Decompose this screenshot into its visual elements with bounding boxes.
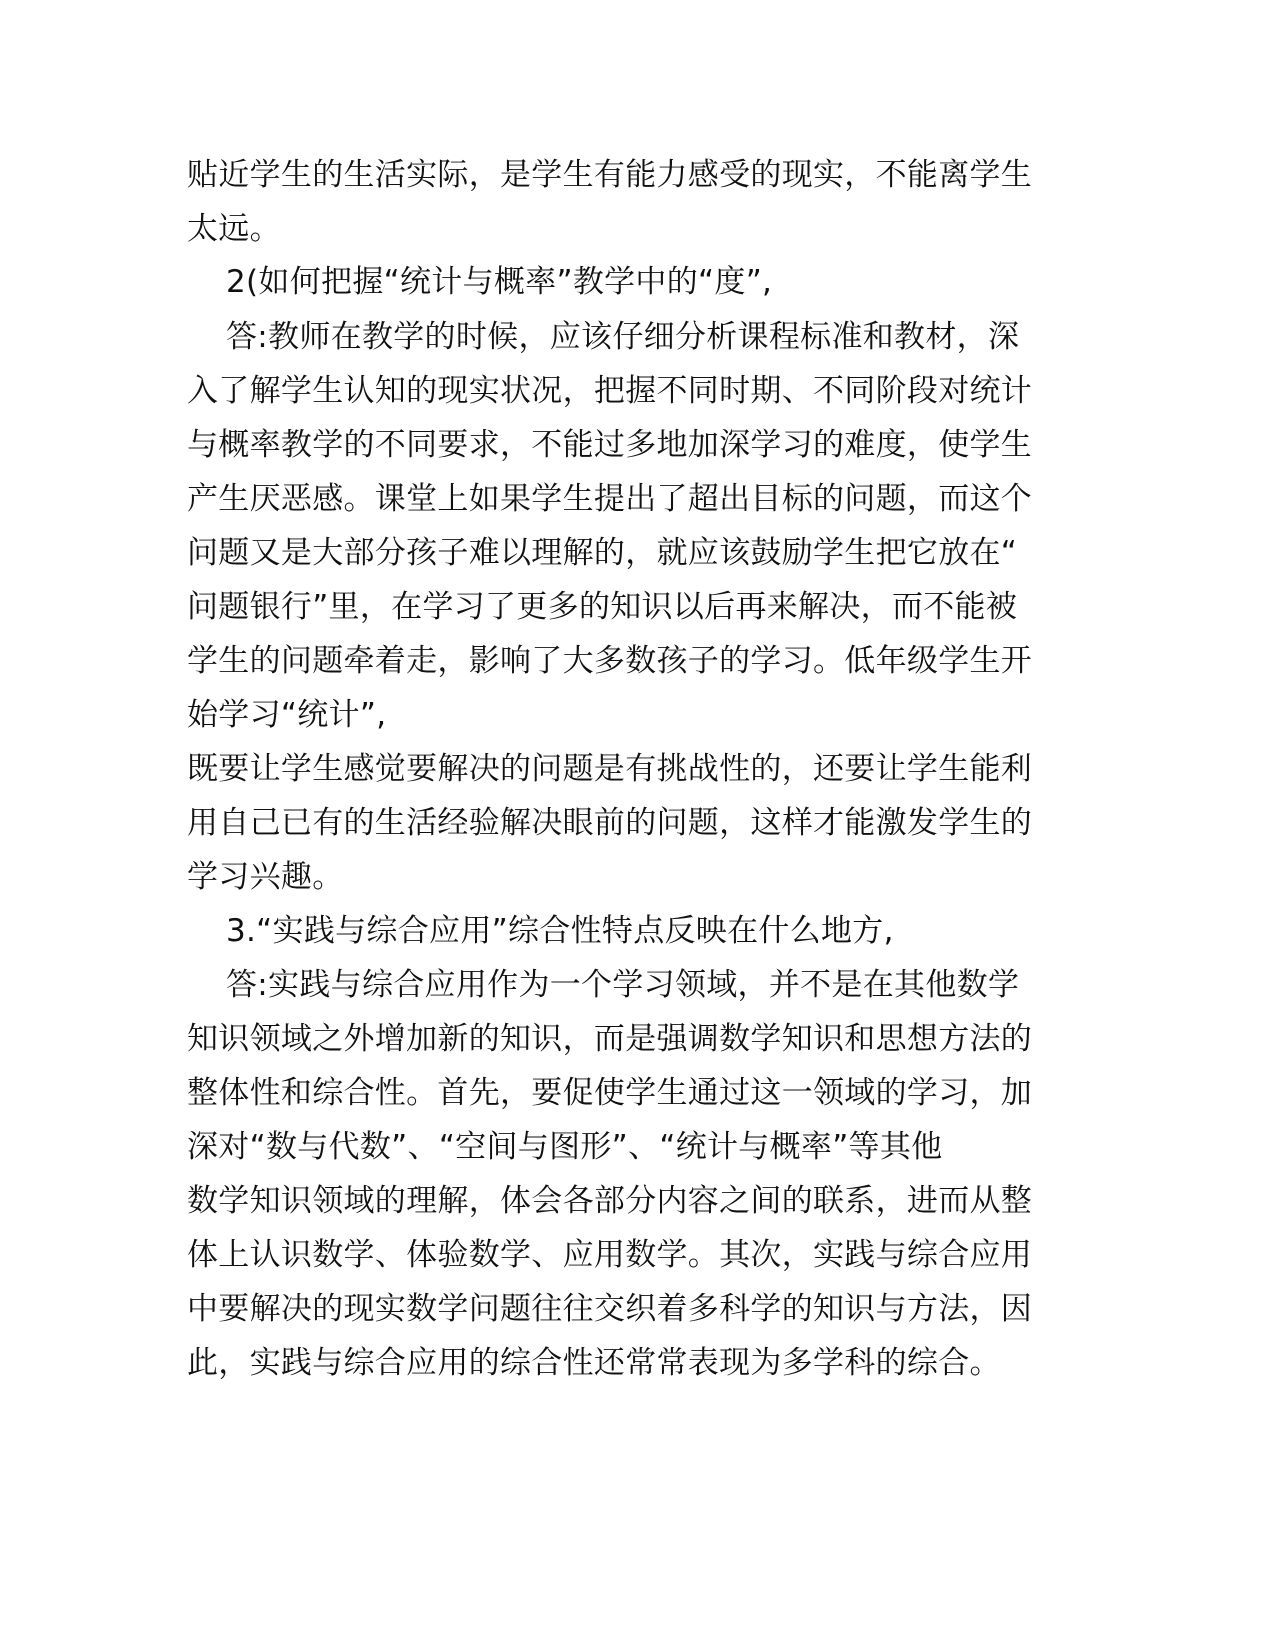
question-heading: 3.“实践与综合应用”综合性特点反映在什么地方,	[226, 913, 894, 949]
text-line: 始学习“统计”,	[187, 697, 387, 733]
text-line: 既要让学生感觉要解决的问题是有挑战性的，还要让学生能利	[187, 751, 1033, 787]
text-line: 此，实践与综合应用的综合性还常常表现为多学科的综合。	[187, 1345, 1001, 1381]
text-line: 学习兴趣。	[187, 859, 344, 895]
text-line: 体上认识数学、体验数学、应用数学。其次，实践与综合应用	[187, 1237, 1033, 1273]
answer-start: 答:教师在教学的时候，应该仔细分析课程标准和教材，深	[226, 319, 1020, 355]
answer-start: 答:实践与综合应用作为一个学习领域，并不是在其他数学	[226, 967, 1020, 1003]
text-line: 用自己已有的生活经验解决眼前的问题，这样才能激发学生的	[187, 805, 1033, 841]
text-line: 入了解学生认知的现实状况，把握不同时期、不同阶段对统计	[187, 373, 1033, 409]
text-line: 太远。	[187, 211, 281, 247]
text-line: 数学知识领域的理解，体会各部分内容之间的联系，进而从整	[187, 1183, 1033, 1219]
text-line: 知识领域之外增加新的知识，而是强调数学知识和思想方法的	[187, 1021, 1033, 1057]
text-line: 学生的问题牵着走，影响了大多数孩子的学习。低年级学生开	[187, 643, 1033, 679]
question-heading: 2(如何把握“统计与概率”教学中的“度”,	[226, 264, 773, 300]
text-line: 深对“数与代数”、“空间与图形”、“统计与概率”等其他	[187, 1129, 943, 1165]
text-line: 贴近学生的生活实际，是学生有能力感受的现实，不能离学生	[187, 157, 1033, 193]
text-line: 整体性和综合性。首先，要促使学生通过这一领域的学习，加	[187, 1075, 1033, 1111]
text-line: 中要解决的现实数学问题往往交织着多科学的知识与方法，因	[187, 1291, 1033, 1327]
text-line: 问题银行”里，在学习了更多的知识以后再来解决，而不能被	[187, 589, 1018, 625]
text-line: 问题又是大部分孩子难以理解的，就应该鼓励学生把它放在“	[187, 535, 1018, 571]
text-line: 与概率教学的不同要求，不能过多地加深学习的难度，使学生	[187, 427, 1033, 463]
text-line: 产生厌恶感。课堂上如果学生提出了超出目标的问题，而这个	[187, 481, 1033, 517]
